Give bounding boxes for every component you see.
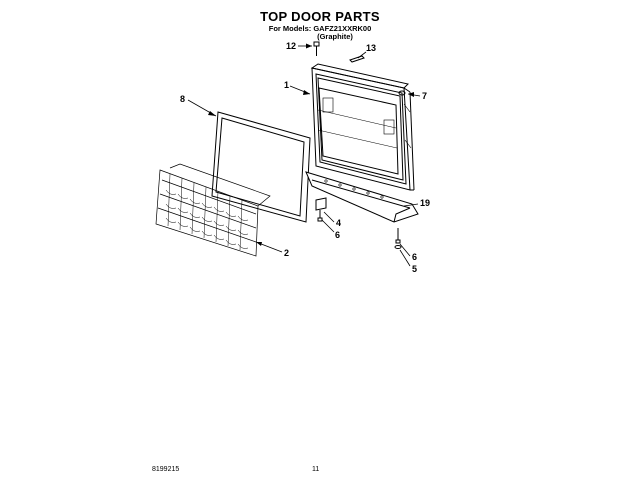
models-line: For Models: GAFZ21XXRK00	[268, 24, 372, 33]
bracket-part-4	[316, 198, 326, 221]
page-title: TOP DOOR PARTS	[260, 9, 380, 24]
callout-19: 19	[420, 198, 431, 208]
callout-8: 8	[180, 94, 186, 104]
part-number: 8199215	[152, 466, 180, 473]
door-gasket-part	[212, 112, 310, 222]
color-line: (Graphite)	[317, 32, 353, 41]
callout-2: 2	[284, 248, 290, 258]
screw-part-6-5	[395, 228, 401, 249]
callout-6-left: 6	[335, 230, 341, 240]
pin-part-13	[350, 56, 364, 62]
page-number: 11	[312, 466, 320, 473]
callout-7: 7	[422, 91, 428, 101]
callout-4: 4	[336, 218, 342, 228]
screw-part-12	[314, 42, 319, 56]
callout-13: 13	[366, 43, 377, 53]
callout-5: 5	[412, 264, 418, 274]
door-frame-part	[312, 64, 414, 190]
callout-1: 1	[284, 80, 290, 90]
callout-12: 12	[286, 41, 297, 51]
callout-6-right: 6	[412, 252, 418, 262]
